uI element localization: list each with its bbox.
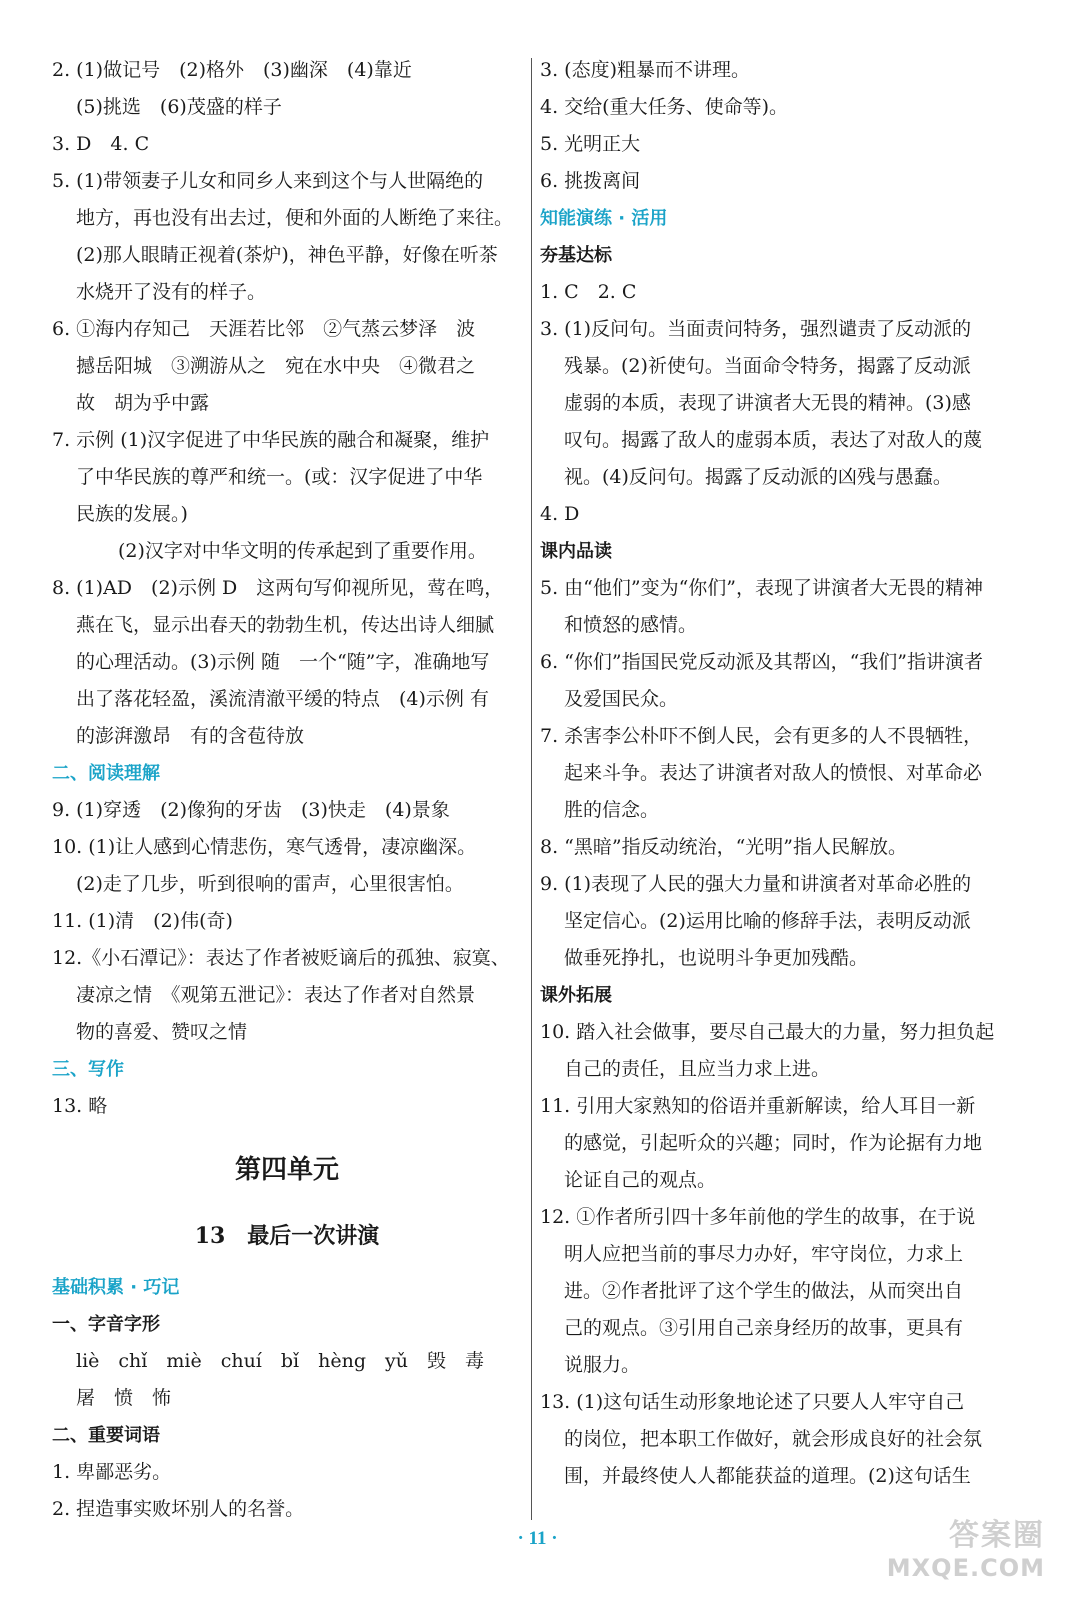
answer-line: 进。②作者批评了这个学生的做法，从而突出自: [564, 1280, 964, 1302]
answer-line: 燕在飞，显示出春天的勃勃生机，传达出诗人细腻: [76, 614, 495, 636]
unit-title: 第四单元: [234, 1155, 339, 1185]
answer-line: 视。(4)反问句。揭露了反动派的凶残与愚蠢。: [564, 466, 952, 488]
watermark-text: 答案圈: [949, 1518, 1045, 1553]
answer-line: (2)汉字对中华文明的传承起到了重要作用。: [118, 540, 487, 562]
left-column: [52, 52, 522, 1528]
answer-line: 坚定信心。(2)运用比喻的修辞手法，表明反动派: [564, 910, 971, 932]
answer-line: 11. 引用大家熟知的俗语并重新解读，给人耳目一新: [540, 1095, 976, 1117]
answer-line: (2)走了几步，听到很响的雷声，心里很害怕。: [76, 873, 464, 895]
section-heading: 一、字音字形: [52, 1314, 160, 1335]
answer-line: 3. (1)反问句。当面责问特务，强烈谴责了反动派的: [540, 318, 972, 340]
answer-line: 6. ①海内存知己 天涯若比邻 ②气蒸云梦泽 波: [52, 318, 476, 340]
answer-line: 了中华民族的尊严和统一。(或：汉字促进了中华: [76, 466, 483, 488]
section-heading: 课内品读: [540, 541, 612, 562]
left-answers-lesson: [52, 1269, 522, 1528]
answer-line: 明人应把当前的事尽力办好，牢守岗位，力求上: [564, 1243, 964, 1265]
answer-line: 水烧开了没有的样子。: [76, 281, 267, 303]
section-heading: 课外拓展: [540, 985, 612, 1006]
answer-line: 10. 踏入社会做事，要尽自己最大的力量，努力担负起: [540, 1021, 995, 1043]
answer-line: 5. (1)带领妻子儿女和同乡人来到这个与人世隔绝的: [52, 170, 484, 192]
column-divider: [531, 58, 532, 1520]
right-column: [540, 52, 1010, 1495]
answer-line: 4. 交给(重大任务、使命等)。: [540, 96, 788, 118]
answer-line: 8. “黑暗”指反动统治，“光明”指人民解放。: [540, 836, 908, 858]
answer-line: 10. (1)让人感到心情悲伤，寒气透骨，凄凉幽深。: [52, 836, 477, 858]
answer-line: 3. (态度)粗暴而不讲理。: [540, 59, 750, 81]
answer-line: 凄凉之情 《观第五泄记》：表达了作者对自然景: [76, 984, 476, 1006]
answer-line: 地方，再也没有出去过，便和外面的人断绝了来往。: [76, 207, 514, 229]
answer-line: 1. 卑鄙恶劣。: [52, 1461, 172, 1483]
answer-line: 13. (1)这句话生动形象地论述了只要人人牢守自己: [540, 1391, 965, 1413]
answer-line: (5)挑选 (6)茂盛的样子: [76, 96, 282, 118]
answer-line: 屠 愤 怖: [76, 1387, 172, 1409]
answer-line: 起来斗争。表达了讲演者对敌人的愤恨、对革命必: [564, 762, 983, 784]
answer-line: 5. 由“他们”变为“你们”，表现了讲演者大无畏的精神: [540, 577, 984, 599]
answer-line: 7. 杀害李公朴吓不倒人民，会有更多的人不畏牺牲，: [540, 725, 983, 747]
answer-line: 2. (1)做记号 (2)格外 (3)幽深 (4)靠近: [52, 59, 412, 81]
answer-line: 虚弱的本质，表现了讲演者大无畏的精神。(3)感: [564, 392, 971, 414]
watermark-logo: [887, 1510, 1045, 1582]
answer-line: 己的观点。③引用自己亲身经历的故事，更具有: [564, 1317, 964, 1339]
answer-line: 及爱国民众。: [564, 688, 679, 710]
right-answers: [540, 52, 1010, 1495]
answer-line: 的岗位，把本职工作做好，就会形成良好的社会氛: [564, 1428, 983, 1450]
lesson-title: 13 最后一次讲演: [194, 1223, 380, 1249]
answer-line: 9. (1)穿透 (2)像狗的牙齿 (3)快走 (4)景象: [52, 799, 450, 821]
answer-line: 9. (1)表现了人民的强大力量和讲演者对革命必胜的: [540, 873, 972, 895]
answer-line: 5. 光明正大: [540, 133, 641, 155]
answer-line: 自己的责任，且应当力求上进。: [564, 1058, 831, 1080]
answer-line: 物的喜爱、赞叹之情: [76, 1021, 248, 1043]
answer-line: 3. D 4. C: [52, 133, 150, 155]
answer-line: 故 胡为乎中露: [76, 392, 210, 414]
answer-line: 做垂死挣扎，也说明斗争更加残酷。: [564, 947, 869, 969]
section-heading: 知能演练 · 活用: [540, 208, 668, 229]
answer-line: 残暴。(2)祈使句。当面命令特务，揭露了反动派: [564, 355, 971, 377]
page-number: · 11 ·: [517, 1528, 558, 1549]
answer-line: 6. 挑拨离间: [540, 170, 641, 192]
answer-line: 的心理活动。(3)示例 随 一个“随”字，准确地写: [76, 651, 490, 673]
answer-line: 6. “你们”指国民党反动派及其帮凶，“我们”指讲演者: [540, 651, 984, 673]
answer-line: 胜的信念。: [564, 799, 660, 821]
answer-line: 7. 示例 (1)汉字促进了中华民族的融合和凝聚，维护: [52, 429, 490, 451]
answer-line: 出了落花轻盈，溪流清澈平缓的特点 (4)示例 有: [76, 688, 489, 710]
answer-line: 撼岳阳城 ③溯游从之 宛在水中央 ④微君之: [76, 355, 476, 377]
answer-line: 围，并最终使人人都能获益的道理。(2)这句话生: [564, 1465, 971, 1487]
section-heading: 二、重要词语: [52, 1425, 160, 1446]
left-answers: [52, 52, 522, 1125]
answer-line: 12.《小石潭记》：表达了作者被贬谪后的孤独、寂寞、: [52, 947, 510, 969]
section-heading: 夯基达标: [540, 245, 612, 266]
section-heading: 三、写作: [52, 1059, 124, 1080]
answer-line: 民族的发展。): [76, 503, 188, 525]
answer-line: 12. ①作者所引四十多年前他的学生的故事，在于说: [540, 1206, 976, 1228]
answer-line: 和愤怒的感情。: [564, 614, 698, 636]
watermark-url: MXQE.COM: [886, 1554, 1045, 1582]
answer-line: 论证自己的观点。: [564, 1169, 717, 1191]
answer-line: 11. (1)清 (2)伟(奇): [52, 910, 233, 932]
answer-line: 13. 略: [52, 1095, 108, 1117]
answer-line: 的感觉，引起听众的兴趣；同时，作为论据有力地: [564, 1132, 983, 1154]
answer-line: 4. D: [540, 503, 580, 525]
answer-line: 1. C 2. C: [540, 281, 637, 303]
answer-line: 叹句。揭露了敌人的虚弱本质，表达了对敌人的蔑: [564, 429, 983, 451]
section-heading: 二、阅读理解: [52, 763, 160, 784]
answer-line: liè chǐ miè chuí bǐ hèng yǔ 毁 毒: [76, 1350, 484, 1372]
answer-line: 8. (1)AD (2)示例 D 这两句写仰视所见，莺在鸣，: [52, 577, 504, 599]
answer-line: 说服力。: [564, 1354, 641, 1376]
section-heading: 基础积累 · 巧记: [52, 1277, 180, 1298]
answer-line: 2. 捏造事实败坏别人的名誉。: [52, 1498, 305, 1520]
answer-line: (2)那人眼睛正视着(茶炉)，神色平静，好像在听茶: [76, 244, 498, 266]
answer-line: 的澎湃激昂 有的含苞待放: [76, 725, 305, 747]
